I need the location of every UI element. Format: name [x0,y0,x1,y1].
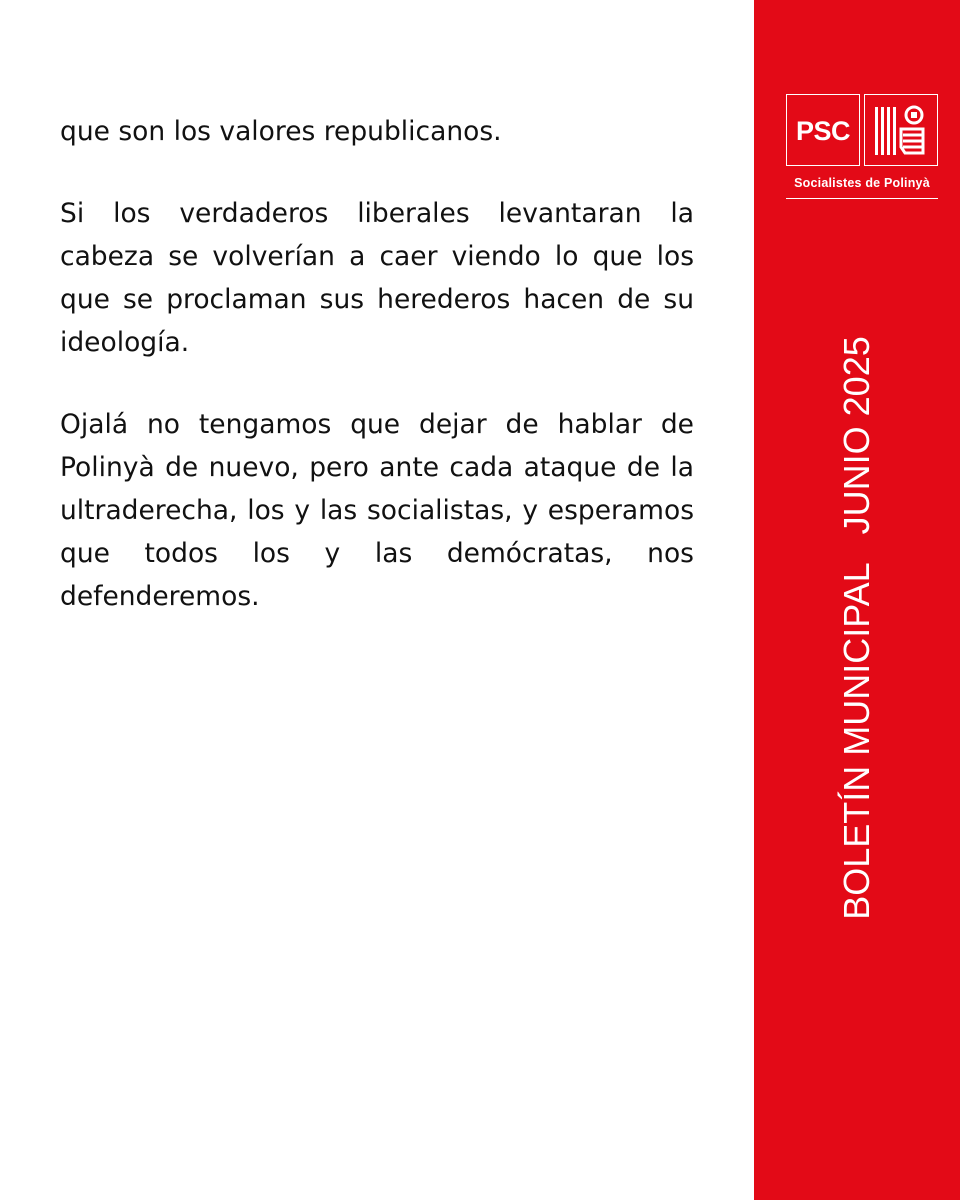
psc-logo [786,94,938,199]
vertical-title [836,336,878,920]
psc-box [786,94,860,166]
fist-rose-emblem-icon [864,94,938,166]
logo-divider [786,198,938,199]
bulletin-label: BOLETÍN MUNICIPAL [836,562,877,920]
red-sidebar [754,0,960,1200]
logo-subtitle: Socialistes de Polinyà [794,176,930,190]
psc-logo-text: PSC [795,116,851,146]
article-body [60,110,694,657]
issue-date: JUNIO 2025 [836,336,877,535]
paragraph-3: Ojalá no tengamos que dejar de hablar de Polinyà de nuevo, pero ante cada ataque de la ultraderecha, los y las socialistas, y esperamos que todos los y las demócratas, nos defenderemos. [60,409,694,612]
paragraph-1: que son los valores republicanos. [60,116,502,147]
paragraph-2: Si los verdaderos liberales levantaran la cabeza se volverían a caer viendo lo que los que se proclaman sus herederos hacen de su ideología. [60,198,694,358]
